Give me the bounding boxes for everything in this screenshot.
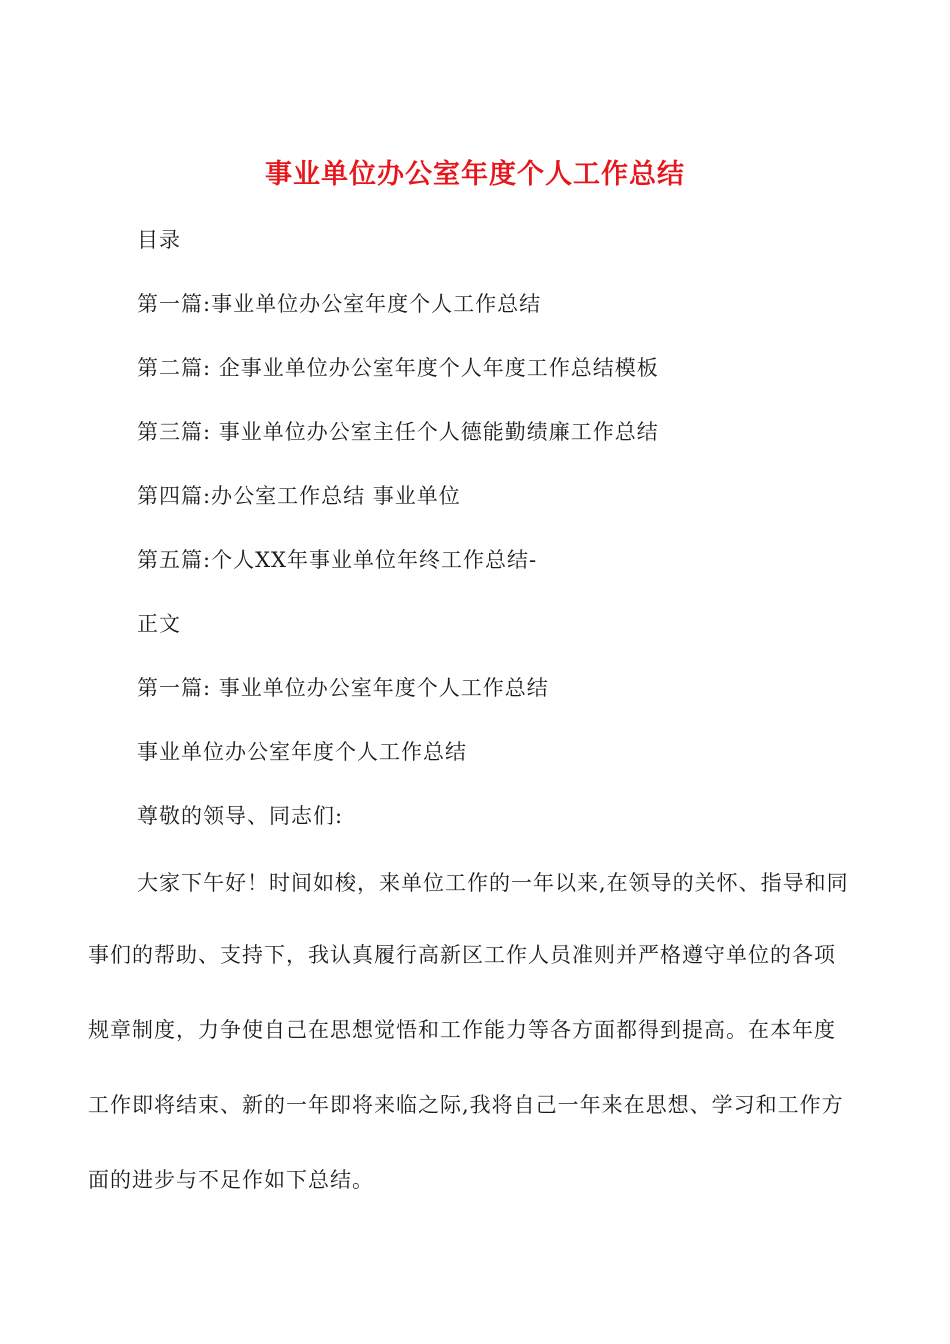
paragraph-line-5: 面的进步与不足作如下总结。 (88, 1168, 374, 1192)
toc-item-2: 第二篇: 企事业单位办公室年度个人年度工作总结模板 (137, 356, 659, 380)
toc-item-5: 第五篇:个人XX年事业单位年终工作总结- (137, 548, 538, 572)
paragraph-line-3: 规章制度，力争使自己在思想觉悟和工作能力等各方面都得到提高。在本年度 (88, 1018, 836, 1042)
document-title: 事业单位办公室年度个人工作总结 (265, 159, 685, 190)
toc-heading: 目录 (137, 228, 181, 252)
paragraph-line-2: 事们的帮助、支持下，我认真履行高新区工作人员准则并严格遵守单位的各项 (88, 943, 836, 967)
body-heading: 正文 (137, 612, 181, 636)
section-subtitle: 事业单位办公室年度个人工作总结 (137, 740, 467, 764)
toc-item-1: 第一篇:事业单位办公室年度个人工作总结 (137, 292, 542, 316)
salutation: 尊敬的领导、同志们: (137, 804, 344, 828)
paragraph-line-4: 工作即将结束、新的一年即将来临之际,我将自己一年来在思想、学习和工作方 (88, 1093, 844, 1117)
section-heading: 第一篇: 事业单位办公室年度个人工作总结 (137, 676, 549, 700)
toc-item-3: 第三篇: 事业单位办公室主任个人德能勤绩廉工作总结 (137, 420, 659, 444)
toc-item-4: 第四篇:办公室工作总结 事业单位 (137, 484, 461, 508)
paragraph-line-1: 大家下午好！时间如梭，来单位工作的一年以来,在领导的关怀、指导和同 (137, 871, 849, 895)
